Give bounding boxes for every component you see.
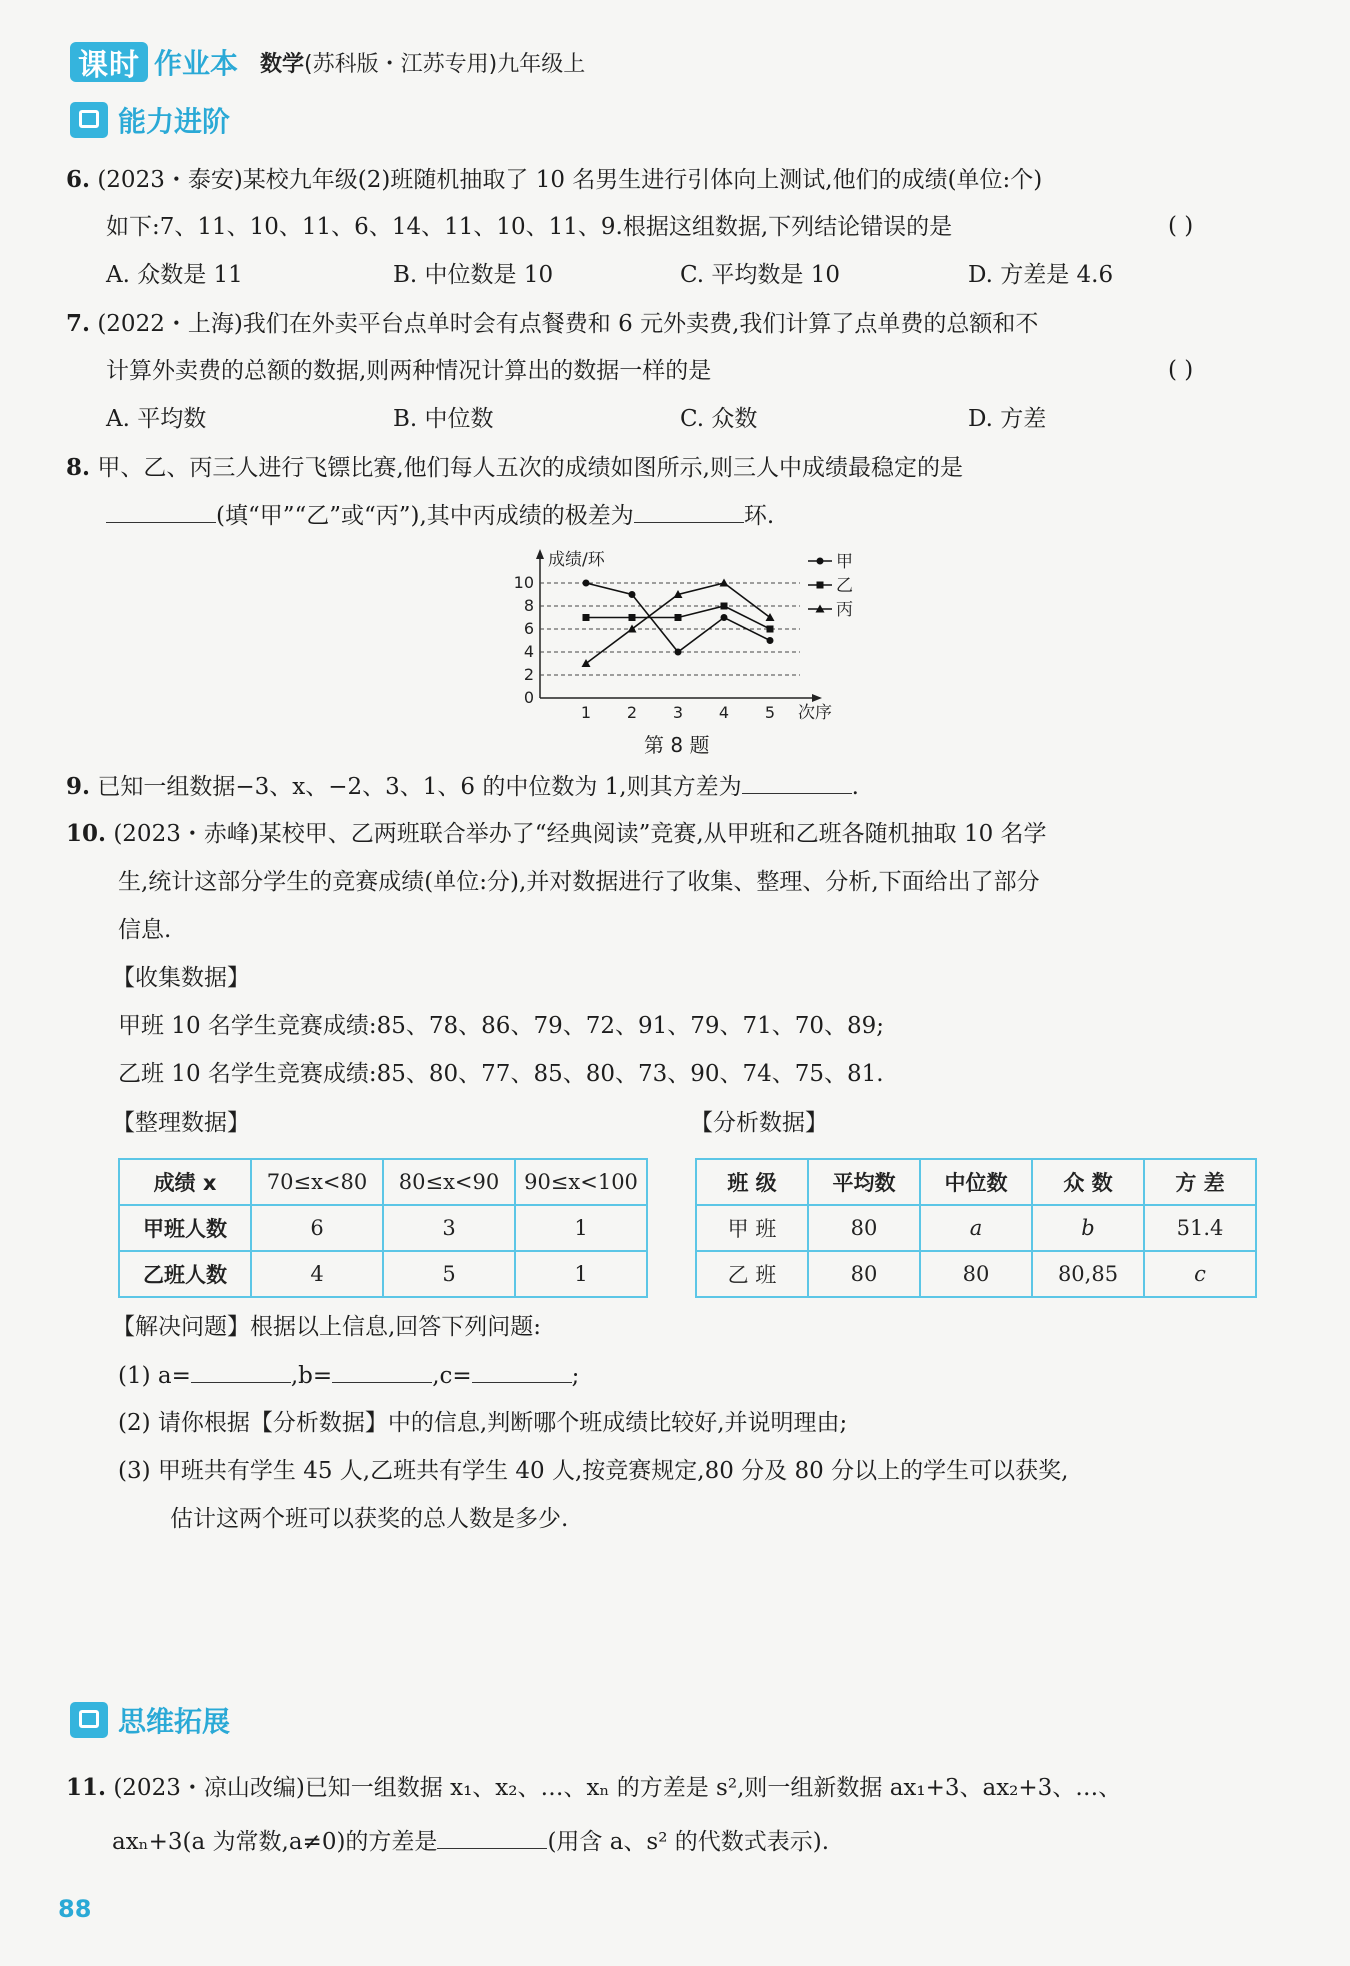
- q8-text1: 甲、乙、丙三人进行飞镖比赛,他们每人五次的成绩如图所示,则三人中成绩最稳定的是: [97, 455, 963, 481]
- data-point: [583, 580, 590, 587]
- q10-collect-a: 甲班 10 名学生竞赛成绩:85、78、86、79、72、91、79、71、70、89;: [118, 1013, 885, 1039]
- q11-line2: [112, 1824, 829, 1859]
- table1-cell: 甲班人数: [119, 1205, 251, 1251]
- table-row: [696, 1251, 1256, 1297]
- data-point: [721, 614, 728, 621]
- q10-number: 10.: [66, 820, 107, 847]
- q9-text: 已知一组数据−3、x、−2、3、1、6 的中位数为 1,则其方差为: [97, 774, 742, 800]
- table1-cell: 6: [251, 1205, 383, 1251]
- y-tick-label: 2: [523, 665, 534, 684]
- q6-option-b: B. 中位数是 10: [393, 262, 554, 288]
- q11-number: 11.: [66, 1774, 107, 1801]
- data-point: [721, 603, 728, 610]
- table2-header: 班 级: [696, 1159, 808, 1205]
- legend-label: 丙: [836, 600, 853, 620]
- q8-blank2[interactable]: [634, 498, 744, 523]
- blank-a[interactable]: [191, 1358, 291, 1383]
- q9-text-end: .: [851, 774, 859, 800]
- logo-box: 课时: [70, 42, 148, 82]
- q6-number: 6.: [66, 166, 91, 193]
- data-point: [767, 626, 774, 633]
- table1-header: 70≤x<80: [251, 1159, 383, 1205]
- blank-b[interactable]: [332, 1358, 432, 1383]
- y-tick-label: 0: [523, 688, 534, 707]
- q8-blank1[interactable]: [106, 498, 216, 523]
- legend-label: 甲: [836, 552, 853, 572]
- data-point: [675, 614, 682, 621]
- sub1-c-label: ,c=: [432, 1363, 472, 1389]
- data-point: [720, 579, 729, 587]
- pencil-icon: [70, 102, 108, 138]
- q6-line2: 如下:7、11、10、11、6、14、11、10、11、9.根据这组数据,下列结论错误的是: [106, 214, 953, 240]
- q10-collect-title: 【收集数据】: [112, 965, 250, 991]
- sub1-a-label: (1) a=: [118, 1363, 191, 1389]
- table1-cell: 乙班人数: [119, 1251, 251, 1297]
- q11-text2b: (用含 a、s² 的代数式表示).: [547, 1829, 830, 1855]
- q11-text2a: axₙ+3(a 为常数,a≠0)的方差是: [112, 1829, 438, 1855]
- q8-caption: 第 8 题: [644, 733, 710, 757]
- y-tick-label: 4: [523, 642, 534, 661]
- table2-cell: 乙 班: [696, 1251, 808, 1297]
- section-label: 能力进阶: [118, 105, 231, 138]
- q7-text1: (2022・上海)我们在外卖平台点单时会有点餐费和 6 元外卖费,我们计算了点单费的总额和不: [97, 311, 1039, 337]
- x-axis-label: 次序: [798, 703, 832, 723]
- x-tick-label: 2: [626, 703, 638, 722]
- q7-number: 7.: [66, 310, 91, 337]
- x-tick-label: 3: [672, 703, 684, 722]
- q6-text1: (2023・泰安)某校九年级(2)班随机抽取了 10 名男生进行引体向上测试,他们的成绩(单位:个): [97, 167, 1043, 193]
- q11-text1: (2023・凉山改编)已知一组数据 x₁、x₂、…、xₙ 的方差是 s²,则一组新数据 ax₁+3、ax₂+3、…、: [113, 1775, 1122, 1801]
- q7-option-d: D. 方差: [968, 406, 1047, 432]
- q11-blank[interactable]: [437, 1824, 547, 1849]
- table1-cell: 3: [383, 1205, 515, 1251]
- table2-cell: c: [1144, 1251, 1256, 1297]
- section-label: 思维拓展: [118, 1705, 231, 1738]
- data-point: [767, 637, 774, 644]
- q8-line2: [106, 498, 774, 533]
- q10-sub1: [118, 1358, 579, 1393]
- q10-solve-title: 【解决问题】根据以上信息,回答下列问题:: [112, 1314, 542, 1340]
- q8-line-chart: [500, 545, 880, 730]
- q6-option-a: A. 众数是 11: [106, 262, 243, 288]
- q9-number: 9.: [66, 773, 91, 800]
- q8-number: 8.: [66, 454, 91, 481]
- x-tick-label: 1: [580, 703, 592, 722]
- q10-sub3-line1: (3) 甲班共有学生 45 人,乙班共有学生 40 人,按竞赛规定,80 分及 80 分以上的学生可以获奖,: [118, 1458, 1069, 1484]
- subject: 数学: [260, 51, 305, 77]
- page-header: [70, 40, 585, 84]
- table1-cell: 4: [251, 1251, 383, 1297]
- analyze-table: [695, 1158, 1257, 1298]
- x-axis-arrow: [812, 694, 822, 702]
- table2-header: 方 差: [1144, 1159, 1256, 1205]
- q8-line1: [66, 451, 963, 485]
- q7-line1: [66, 307, 1038, 341]
- table1-header: 成绩 x: [119, 1159, 251, 1205]
- q10-sub2: (2) 请你根据【分析数据】中的信息,判断哪个班成绩比较好,并说明理由;: [118, 1410, 848, 1436]
- q11-line1: [66, 1771, 1121, 1805]
- legend-marker: [817, 582, 824, 589]
- table2-cell: a: [920, 1205, 1032, 1251]
- q10-organize-title: 【整理数据】: [112, 1110, 250, 1136]
- section-title-thinking: [70, 1700, 230, 1740]
- q6-answer-paren: ( ): [1168, 213, 1194, 239]
- data-point: [629, 591, 636, 598]
- x-tick-label: 4: [718, 703, 730, 722]
- sub1-end: ;: [571, 1363, 580, 1389]
- data-point: [583, 614, 590, 621]
- table2-cell: 51.4: [1144, 1205, 1256, 1251]
- q6-line1: [66, 163, 1042, 197]
- y-tick-label: 8: [523, 596, 534, 615]
- q6-option-d: D. 方差是 4.6: [968, 262, 1114, 288]
- q7-answer-paren: ( ): [1168, 357, 1194, 383]
- table1-cell: 1: [515, 1205, 647, 1251]
- q10-line2: 生,统计这部分学生的竞赛成绩(单位:分),并对数据进行了收集、整理、分析,下面给出了部分: [118, 869, 1040, 895]
- table1-cell: 5: [383, 1251, 515, 1297]
- q10-sub3-line2: 估计这两个班可以获奖的总人数是多少.: [170, 1506, 569, 1532]
- table-row: [119, 1251, 647, 1297]
- y-tick-label: 6: [523, 619, 534, 638]
- sub1-b-label: ,b=: [290, 1363, 333, 1389]
- table2-header: 中位数: [920, 1159, 1032, 1205]
- edition: (苏科版・江苏专用)九年级上: [304, 51, 586, 77]
- q8-text2a: (填“甲”“乙”或“丙”),其中丙成绩的极差为: [216, 503, 634, 529]
- x-tick-label: 5: [764, 703, 776, 722]
- table2-cell: b: [1032, 1205, 1144, 1251]
- organize-table: [118, 1158, 648, 1298]
- y-axis-arrow: [536, 549, 544, 559]
- table2-header: 众 数: [1032, 1159, 1144, 1205]
- legend-label: 乙: [836, 576, 853, 596]
- q6-option-c: C. 平均数是 10: [680, 262, 840, 288]
- q7-line2: 计算外卖费的总额的数据,则两种情况计算出的数据一样的是: [106, 358, 712, 384]
- section-title-ability: [70, 100, 230, 140]
- table2-header: 平均数: [808, 1159, 920, 1205]
- table1-cell: 1: [515, 1251, 647, 1297]
- table1-header: 90≤x<100: [515, 1159, 647, 1205]
- table2-cell: 80,85: [1032, 1251, 1144, 1297]
- q7-option-a: A. 平均数: [106, 406, 207, 432]
- table2-cell: 甲 班: [696, 1205, 808, 1251]
- table2-cell: 80: [808, 1205, 920, 1251]
- q9-line: [66, 769, 859, 804]
- legend-marker: [817, 558, 824, 565]
- q7-option-b: B. 中位数: [393, 406, 494, 432]
- q7-option-c: C. 众数: [680, 406, 758, 432]
- blank-c[interactable]: [472, 1358, 572, 1383]
- data-point: [629, 614, 636, 621]
- table1-header: 80≤x<90: [383, 1159, 515, 1205]
- q10-collect-b: 乙班 10 名学生竞赛成绩:85、80、77、85、80、73、90、74、75、81.: [118, 1061, 884, 1087]
- header-subtitle: [260, 47, 585, 78]
- pencil-icon: [70, 1702, 108, 1738]
- y-axis-label: 成绩/环: [548, 550, 605, 570]
- q10-line3: 信息.: [118, 917, 172, 943]
- q8-text2b: 环.: [743, 503, 775, 529]
- table2-cell: 80: [808, 1251, 920, 1297]
- y-tick-label: 10: [513, 573, 534, 592]
- q10-analyze-title: 【分析数据】: [690, 1110, 828, 1136]
- logo-tail: 作业本: [154, 47, 239, 80]
- page-number: 88: [58, 1895, 92, 1923]
- table-row: [696, 1205, 1256, 1251]
- table-row: [119, 1205, 647, 1251]
- table2-cell: 80: [920, 1251, 1032, 1297]
- q10-text1: (2023・赤峰)某校甲、乙两班联合举办了“经典阅读”竞赛,从甲班和乙班各随机抽取 10 名学: [113, 821, 1047, 847]
- q10-line1: [66, 817, 1047, 851]
- q9-blank[interactable]: [742, 769, 852, 794]
- data-point: [675, 649, 682, 656]
